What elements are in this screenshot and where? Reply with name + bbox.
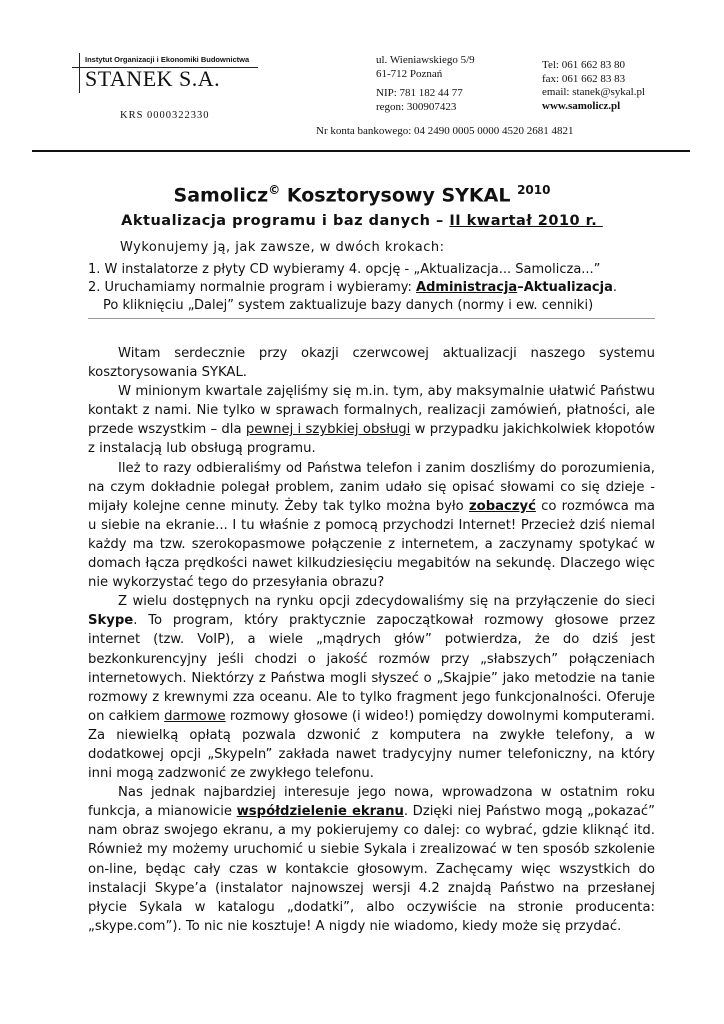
address-block [376,54,475,114]
p3-bold-underlined: zobaczyć [468,498,536,514]
letter-body [88,344,655,936]
paragraph-4 [88,592,655,783]
p4-text-a: Z wielu dostępnych na rynku opcji zdecydowaliśmy się na przyłączenie do sieci [118,594,655,610]
step-1: 1. W instalatorze z płyty CD wybieramy 4. opcję - „Aktualizacja... Samolicza...” [88,262,601,277]
p4-underlined: darmowe [164,708,226,724]
p5-text-c: . Dzięki niej Państwo mogą „pokazać” nam obraz swojego ekranu, a my pokierujemy co dalej: co wybrać, gdzie kliknąć itd. Również my możemy uruchomić u siebie Sykala i zrealizować w ten sposób szkolenie on-line, będąc cały czas w kontakcie głosowym. Zachęcamy więc wszystkich do instalacji Skype’a (instalator najnowszej wersji 4.2 znajdą Państwo na przesłanej płycie Sykala w katalogu „dodatki”, albo oczywiście na stronie producenta: „skype.com”). To nic nie kosztuje! A nigdy nie wiadomo, kiedy może się przydać. [88,804,655,934]
step-2-dot: . [612,280,617,295]
p5-bold-underlined: współdzielenie ekranu [236,804,404,820]
p4-text-c: . To program, który praktycznie zapoczątkował rozmowy głosowe przez internet (tzw. VoIP), a wiele „mądrych głów” potwierdza, że do dziś jest bezkonkurencyjny jeśli chodzi o jakość rozmów przy „słabszych” połączeniach internetowych. Niektórzy z Państwa mogli słyszeć o „Skajpie” jako metodzie na tanie rozmowy z krewnymi zza oceanu. Ale to tylko fragment jego funkcjonalności. Oferuje on całkiem [88,613,655,724]
paragraph-2 [88,382,655,458]
p4-skype: Skype [88,613,134,629]
address-city: 61-712 Poznań [376,67,443,80]
paragraph-1: Witam serdecznie przy okazji czerwcowej aktualizacji naszego systemu kosztorysowania SYKAL. [88,346,655,381]
section-divider [88,318,655,319]
header-divider [32,150,690,152]
title-rest: Kosztorysowy SYKAL [280,184,518,207]
nip-number: NIP: 781 182 44 77 [376,87,463,99]
institute-name: Instytut Organizacji i Ekonomiki Budownictwa [85,55,250,64]
step-2-update: –Aktualizacja [517,280,613,295]
p5-text-a: Nas jednak najbardziej interesuje jego nowa, wprowadzona w ostatnim roku funkcja, a mianowicie [88,785,655,820]
p3-text-c: co rozmówca ma u siebie na ekranie... I tu właśnie z pomocą przychodzi Internet! Przecież dziś niemal każdy ma tzw. szerokopasmowe połączenie z internetem, a zaczynamy spotykać w domach łącza prędkości nawet kilkudziesięciu megabitów na sekundę. Dlaczego więc nie wykorzystać tego do przesyłania obrazu? [88,498,655,591]
email-address[interactable]: email: stanek@sykal.pl [542,86,645,98]
subtitle-text: Aktualizacja programu i baz danych – [121,213,450,229]
page-title [0,183,724,206]
logo-vertical-line [79,53,80,93]
step-2 [88,280,617,295]
contact-block [542,59,645,113]
fax-number: fax: 061 662 83 83 [542,72,626,85]
p2-text-b: w przypadku jakichkolwiek kłopotów z instalacją lub obsługą programu. [88,422,655,457]
paragraph-5 [88,783,655,936]
p2-text-a: W minionym kwartale zajęliśmy się m.in. tym, aby maksymalnie ułatwić Państwu kontakt z nami. Nie tylko w sprawach formalnych, realizacji zamówień, płatności, ale przede wszystkim – dla [88,384,655,438]
step-2-admin: Administracja [416,280,518,295]
copyright-mark: © [268,183,281,197]
phone-number: Tel: 061 662 83 80 [542,59,625,71]
company-logo-text: STANEK S.A. [85,66,221,91]
page-subtitle [0,213,724,229]
p3-text-a: Ileż to razy odbieraliśmy od Państwa telefon i zanim doszliśmy do porozumienia, na czym dokładnie polegał problem, zanim udało się opisać słowami co się dzieje - mijały kolejne cenne minuty. Żeby tak tylko można było [88,460,655,514]
p2-underlined: pewnej i szybkiej obsługi [245,422,411,438]
p4-text-e: rozmowy głosowe (i wideo!) pomiędzy dowolnymi komputerami. Za niewielką opłatą pozwala dzwonić z komputera na zwykłe telefony, a w dodatkowej opcji „SkypeIn” zakłada nawet tradycyjny numer telefoniczny, na który inni mogą zadzwonić ze zwykłego telefonu. [88,708,656,782]
subtitle-quarter: II kwartał 2010 r. [449,213,603,229]
intro-text: Wykonujemy ją, jak zawsze, w dwóch krokach: [120,240,445,255]
step-2-line2: Po kliknięciu „Dalej” system zaktualizuje bazy danych (normy i ew. cenniki) [103,298,594,313]
krs-number: KRS 0000322330 [120,110,210,121]
bank-account: Nr konta bankowego: 04 2490 0005 0000 4520 2681 4821 [316,125,574,137]
regon-number: regon: 300907423 [376,100,457,113]
website-link[interactable]: www.samolicz.pl [542,99,621,112]
title-year: 2010 [517,183,551,197]
paragraph-3 [88,459,655,593]
step-2-text: 2. Uruchamiamy normalnie program i wybieramy: [88,280,417,295]
address-street: ul. Wieniawskiego 5/9 [376,54,475,66]
title-product: Samolicz [173,184,269,207]
